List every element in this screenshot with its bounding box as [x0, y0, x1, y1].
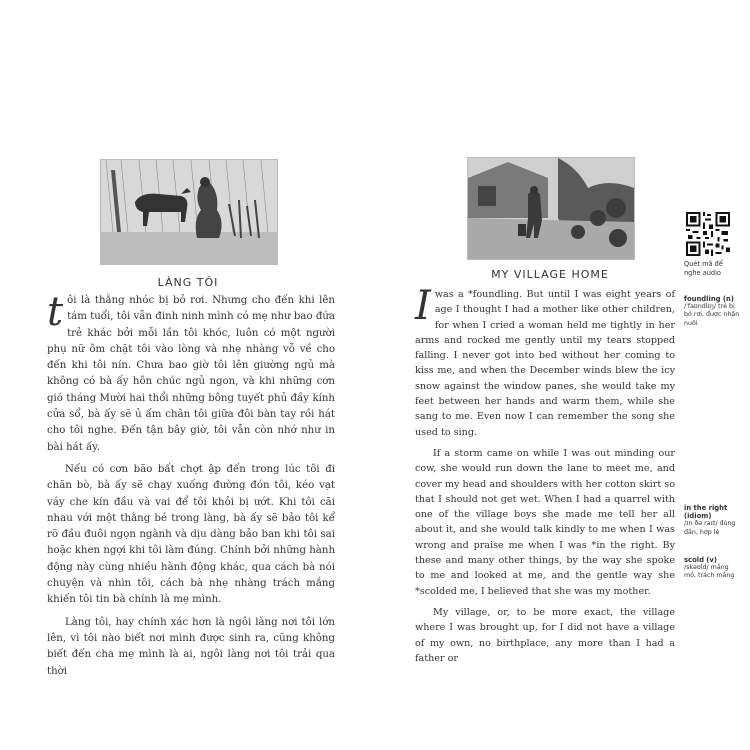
glossary-term: in the right (idiom) [684, 504, 728, 521]
qr-caption: Quét mã để nghe audio [684, 260, 723, 277]
body-text-vi [47, 289, 335, 686]
illustration-woman-with-cow [100, 159, 278, 265]
paragraph: Làng tôi, hay chính xác hơn là ngôi làng nơi tôi lớn lên, vì tôi nào biết nơi mình được sinh ra, cũng không biết đến cha mẹ mình là ai, ngôi làng nơi tôi trải qua thời [47, 616, 335, 677]
illustration-boy-in-garden [467, 157, 635, 260]
paragraph [415, 283, 675, 440]
dropcap-letter: t [47, 289, 64, 335]
glossary-definition: /skəʊld/ mắng mỏ, trách mắng [684, 564, 735, 580]
paragraph-text: was a *foundling. But until I was eight years of age I thought I had a mother like other children, for when I cried a woman held me tightly in her arms and rocked me gently until my tears stopped falling. I never got into bed without her coming to kiss me, and when the December winds blew the icy snow against the window panes, she would take my feet between her hands and warm them, while she sang to me. Even now I can remember the song she used to sing. [415, 289, 675, 438]
dropcap-letter: I [415, 283, 431, 329]
paragraph: Nếu có cơn bão bất chợt ập đến trong lúc tôi đi chăn bò, bà ấy sẽ chạy xuống đường đón tôi, kéo vạt váy che kín đầu và vai để tôi khỏi bị ướt. Khi tôi cãi nhau với một thằng bé trong làng, bà ấy sẽ bảo tôi kể rõ đầu đuôi ngọn ngành và dịu dàng bảo ban khi tôi sai hoặc khen ngợi khi tôi làm đúng. Chính bởi những hành động này cùng nhiều hành động khác, qua cách bà nói chuyện và nhìn tôi, cách bà nhẹ nhàng trách mắng khiến tôi tin bà chính là mẹ mình. [47, 463, 335, 606]
paragraph: My village, or, to be more exact, the village where I was brought up, for I did not have a village of my own, no birthplace, any more than I had a father or [415, 606, 675, 664]
glossary-definition: /ˈfaʊndlɪŋ/ trẻ bị bỏ rơi, được nhận nuôi [684, 303, 740, 327]
chapter-title-en: MY VILLAGE HOME [491, 268, 609, 281]
glossary-term: foundling (n) [684, 295, 734, 303]
qr-code-icon[interactable] [686, 212, 730, 256]
glossary-entry [684, 504, 742, 537]
paragraph [47, 289, 335, 456]
glossary-definition: /ɪn ðə raɪt/ đúng đắn, hợp lệ [684, 520, 736, 536]
chapter-title-vi: LÀNG TÔI [157, 276, 219, 289]
body-text-en [415, 283, 675, 672]
paragraph-text: ôi là thằng nhóc bị bỏ rơi. Nhưng cho đến khi lên tám tuổi, tôi vẫn đinh ninh mình có mẹ như bao đứa trẻ khác bởi mỗi lần tôi khóc, luôn có một người phụ nữ ôm chặt tôi vào lòng và nhẹ nhàng vỗ về cho đến khi tôi nín. Chưa bao giờ tôi lên giường ngủ mà không có bà ấy hôn chúc ngủ ngon, và khi những cơn gió tháng Mười hai thổi những bông tuyết phủ đầy kính cửa sổ, bà ấy sẽ ủ ấm chân tôi giữa đôi bàn tay rồi hát cho tôi nghe. Đến tận bây giờ, tôi vẫn còn nhớ như in bài hát ấy. [47, 295, 335, 453]
glossary-entry [684, 556, 742, 581]
glossary-entry [684, 295, 742, 328]
paragraph: If a storm came on while I was out minding our cow, she would run down the lane to meet me, and cover my head and shoulders with her cotton skirt so that I should not get wet. When I had a quarrel with one of the village boys she made me tell her all about it, and she would talk kindly to me when I was wrong and praise me when I was *in the right. By these and many other things, by the way she spoke to me and looked at me, and the gentle way she *scolded me, I believed that she was my mother. [415, 447, 675, 597]
glossary-term: scold (v) [684, 556, 717, 564]
